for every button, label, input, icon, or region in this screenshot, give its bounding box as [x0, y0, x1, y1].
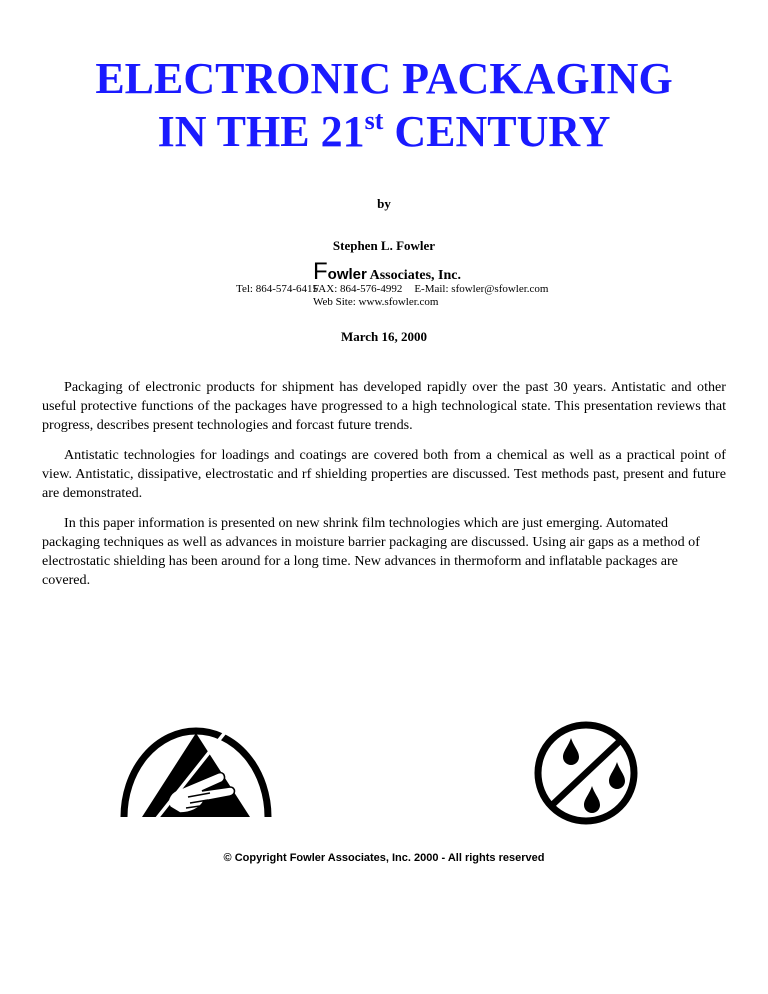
esd-susceptibility-icon: [120, 717, 272, 819]
title-line-2-end: CENTURY: [383, 107, 611, 156]
company-name-rest: owler: [327, 266, 367, 283]
company-suffix: Associates, Inc.: [366, 268, 461, 283]
website: Web Site: www.sfowler.com: [313, 296, 439, 308]
title-line-2-start: IN THE 21: [157, 107, 365, 156]
abstract-paragraph-1: Packaging of electronic products for shipment has developed rapidly over the past 30 years. Antistatic and other useful protective functions of the packages have progressed to a high technological state. This presentation reviews that progress, describes present technologies and forcast future trends.: [42, 379, 726, 433]
document-title: [0, 52, 768, 158]
fax-number: FAX: 864-576-4992: [313, 283, 403, 295]
company-initial: F: [313, 258, 328, 285]
byline: by: [377, 196, 391, 211]
title-line-1: ELECTRONIC PACKAGING: [95, 54, 673, 103]
title-superscript: st: [364, 106, 384, 135]
email-address: E-Mail: sfowler@sfowler.com: [414, 283, 549, 295]
telephone: Tel: 864-574-6415: [236, 283, 319, 295]
document-date: March 16, 2000: [340, 329, 428, 344]
moisture-sensitive-icon: [533, 720, 639, 826]
abstract-paragraph-3: In this paper information is presented on new shrink film technologies which are just emerging. Automated packaging techniques as well as advances in moisture barrier packaging are discussed. Using air gaps as a method of electrostatic shielding has been around for a long time. New advances in thermoform and inflatable packages are covered.: [42, 515, 700, 588]
title-line-2: [158, 107, 611, 156]
copyright-notice: © Copyright Fowler Associates, Inc. 2000 - All rights reserved: [223, 852, 545, 864]
author-name: Stephen L. Fowler: [332, 238, 436, 253]
fax-email-line: [313, 283, 548, 295]
company-name: [313, 258, 461, 286]
abstract-paragraph-2: Antistatic technologies for loadings and coatings are covered both from a chemical as well as a practical point of view. Antistatic, dissipative, electrostatic and rf shielding properties are discussed. Test methods past, present and future are demonstrated.: [42, 447, 726, 501]
